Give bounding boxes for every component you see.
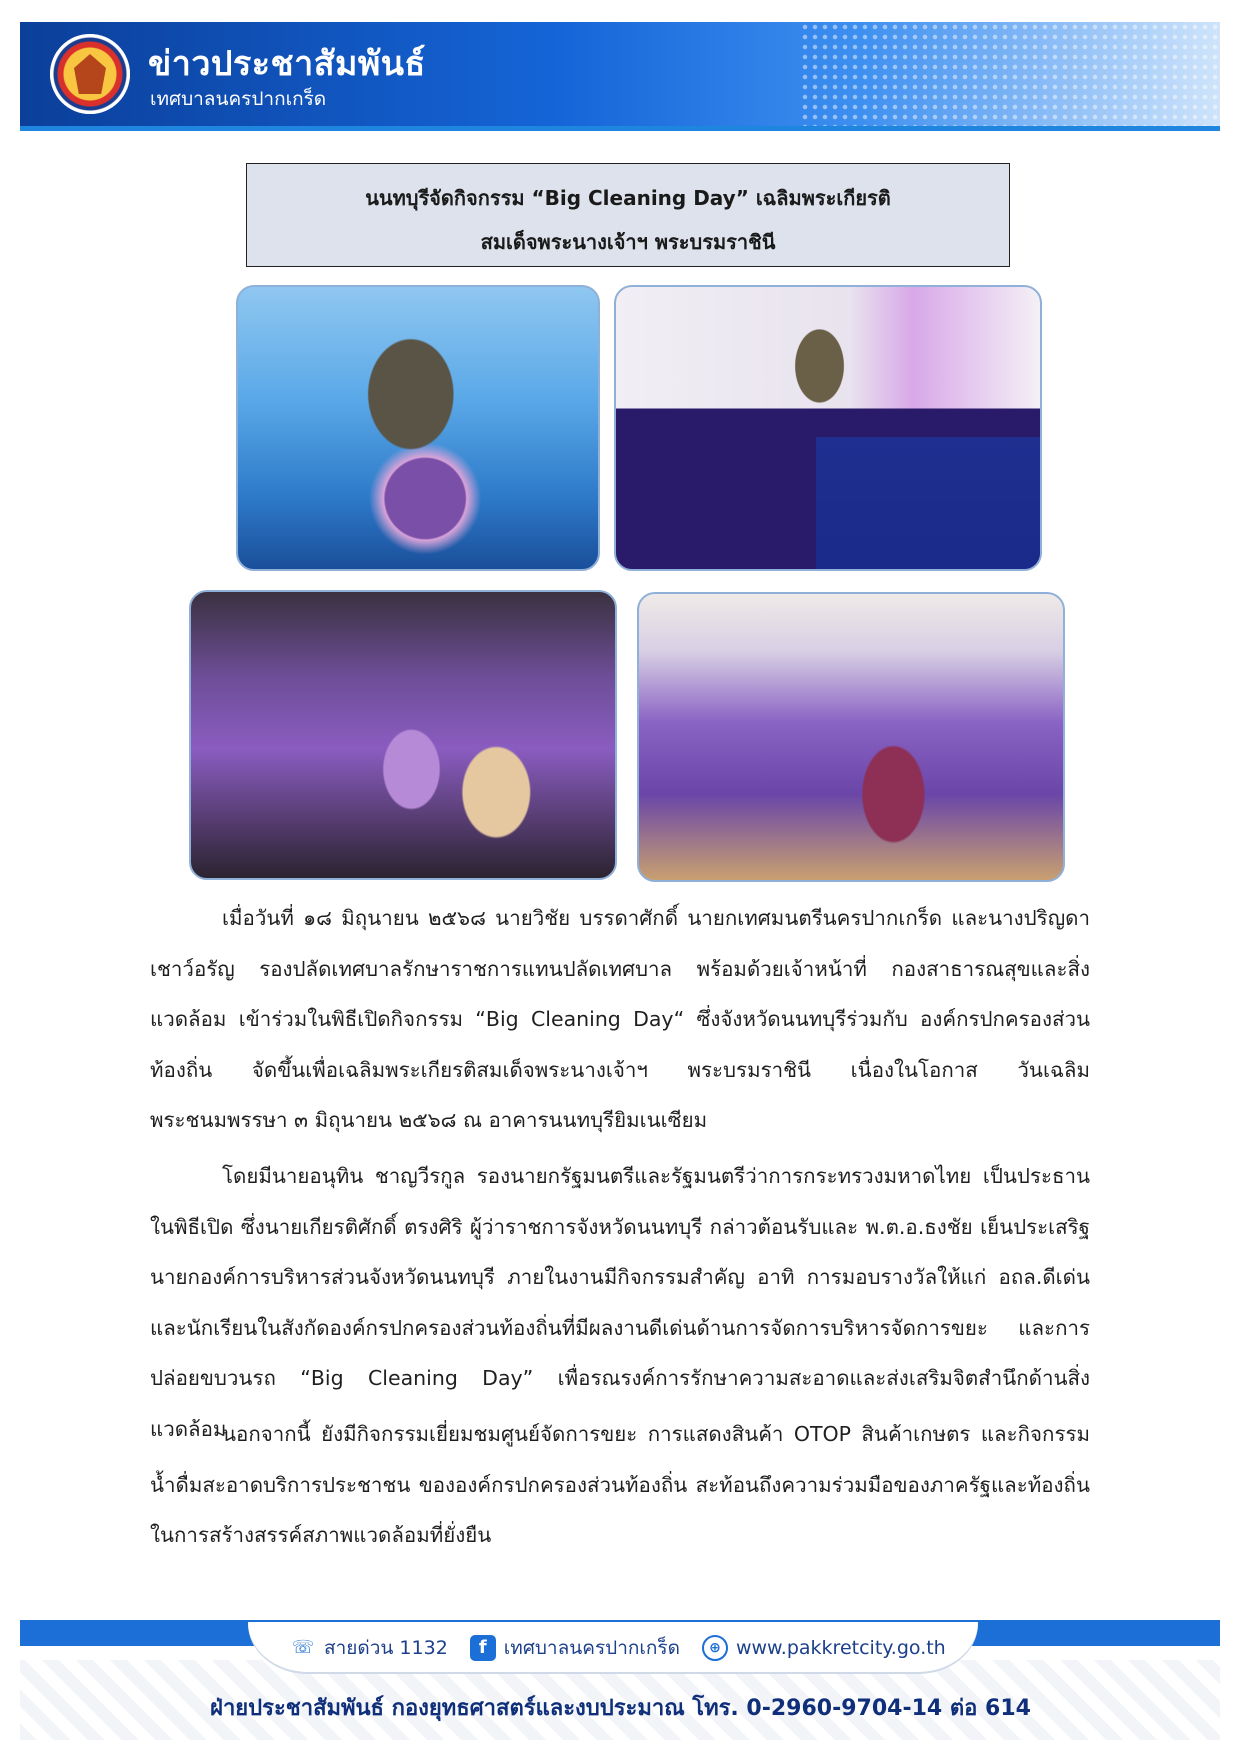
facebook-icon: f: [470, 1635, 496, 1661]
header-title: ข่าวประชาสัมพันธ์: [148, 44, 426, 84]
photo-audience-front-row: [189, 590, 617, 880]
headline-line-2: สมเด็จพระนางเจ้าฯ พระบรมราชินี: [480, 230, 776, 254]
footer-hotline: [290, 1633, 448, 1663]
headline-line-1: นนทบุรีจัดกิจกรรม “Big Cleaning Day” เฉลิมพระเกียรติ: [365, 186, 891, 210]
hotline-text: สายด่วน 1132: [324, 1637, 448, 1659]
footer-website[interactable]: [702, 1635, 946, 1661]
body-paragraph-1: เมื่อวันที่ ๑๘ มิถุนายน ๒๕๖๘ นายวิชัย บรรดาศักดิ์ นายกเทศมนตรีนครปากเกร็ด และนางปริญดา เชาว์อรัญ รองปลัดเทศบาลรักษาราชการแทนปลัดเทศบาล พร้อมด้วยเจ้าหน้าที่ กองสาธารณสุขและสิ่งแวดล้อม เข้าร่วมในพิธีเปิดกิจกรรม “Big Cleaning Day“ ซึ่งจังหวัดนนทบุรีร่วมกับ องค์กรปกครองส่วนท้องถิ่น จัดขึ้นเพื่อเฉลิมพระเกียรติสมเด็จพระนางเจ้าฯ พระบรมราชินี เนื่องในโอกาส วันเฉลิมพระชนมพรรษา ๓ มิถุนายน ๒๕๖๘ ณ อาคารนนทบุรียิมเนเซียม: [150, 906, 1090, 1132]
headline-box: [246, 163, 1010, 267]
website-link[interactable]: www.pakkretcity.go.th: [735, 1637, 946, 1659]
footer-contacts: [290, 1630, 990, 1666]
photo-glitch-band: [816, 437, 1042, 571]
photo-audience-seated: [637, 592, 1065, 882]
photo-speaker-stage: [614, 285, 1042, 571]
facebook-text[interactable]: เทศบาลนครปากเกร็ด: [503, 1637, 680, 1659]
photo-speaker-podium: [236, 285, 600, 571]
municipality-logo: [50, 34, 130, 114]
logo-emblem-icon: [74, 54, 106, 94]
footer-department: ฝ่ายประชาสัมพันธ์ กองยุทธศาสตร์และงบประมาณ โทร. 0-2960-9704-14 ต่อ 614: [210, 1696, 1031, 1721]
header-banner: [20, 22, 1220, 131]
body-paragraph-2: โดยมีนายอนุทิน ชาญวีรกูล รองนายกรัฐมนตรีและรัฐมนตรีว่าการกระทรวงมหาดไทย เป็นประธาน ในพิธีเปิด ซึ่งนายเกียรติศักดิ์ ตรงศิริ ผู้ว่าราชการจังหวัดนนทบุรี กล่าวต้อนรับและ พ.ต.อ.ธงชัย เย็นประเสริฐ นายกองค์การบริหารส่วนจังหวัดนนทบุรี ภายในงานมีกิจกรรมสำคัญ อาทิ การมอบรางวัลให้แก่ อถล.ดีเด่น และนักเรียนในสังกัดองค์กรปกครองส่วนท้องถิ่นที่มีผลงานดีเด่นด้านการจัดการบริหารจัดการขยะ และการ ปล่อยขบวนรถ “Big Cleaning Day” เพื่อรณรงค์การรักษาความสะอาดและส่งเสริมจิตสำนึกด้านสิ่งแวดล้อม: [150, 1164, 1090, 1441]
header-subtitle: เทศบาลนครปากเกร็ด: [150, 88, 327, 110]
phone-icon: ☏: [291, 1637, 315, 1658]
body-paragraph-3: นอกจากนี้ ยังมีกิจกรรมเยี่ยมชมศูนย์จัดการขยะ การแสดงสินค้า OTOP สินค้าเกษตร และกิจกรรม น้ำดื่มสะอาดบริการประชาชน ขององค์กรปกครองส่วนท้องถิ่น สะท้อนถึงความร่วมมือของภาครัฐและท้องถิ่น ในการสร้างสรรค์สภาพแวดล้อมที่ยั่งยืน: [150, 1422, 1090, 1547]
footer-facebook[interactable]: [470, 1633, 680, 1663]
globe-icon: ⊕: [702, 1635, 728, 1661]
